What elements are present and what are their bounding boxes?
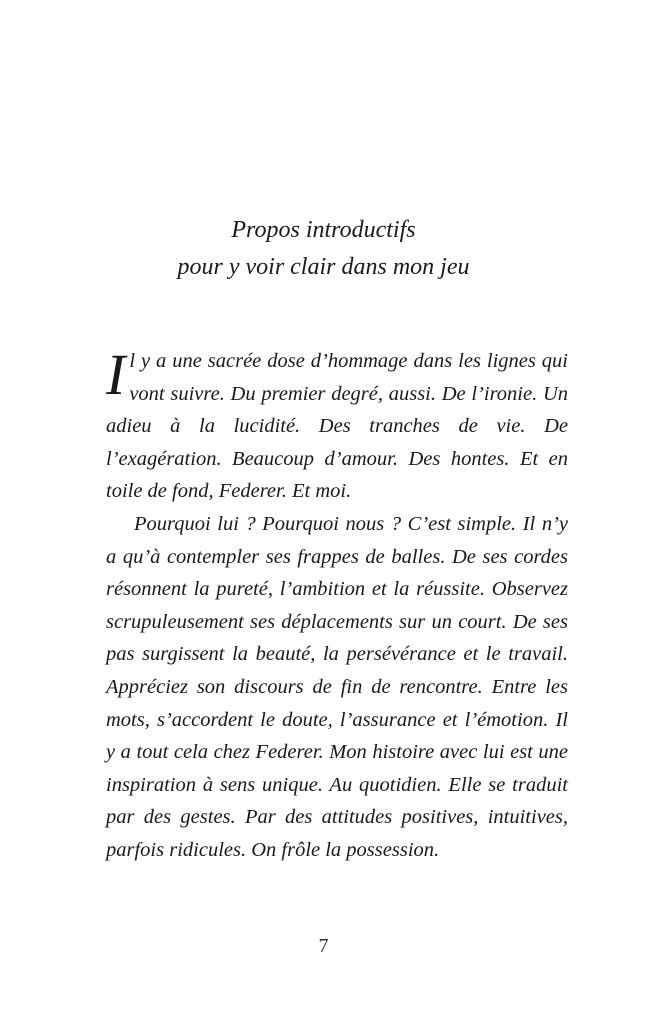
drop-cap: I — [106, 342, 126, 407]
chapter-title — [0, 212, 647, 286]
paragraph-2: Pourquoi lui ? Pourquoi nous ? C’est simple. Il n’y a qu’à contempler ses frappes de balles. De ses cordes résonnent la pureté, l’ambition et la réussite. Observez scrupuleusement ses déplacements sur un court. De ses pas surgissent la beauté, la persévérance et le travail. Appréciez son discours de fin de rencontre. Entre les mots, s’accordent le doute, l’assurance et l’émotion. Il y a tout cela chez Federer. Mon histoire avec lui est une inspiration à sens unique. Au quotidien. Elle se traduit par des gestes. Par des attitudes positives, intuitives, parfois ridicules. On frôle la possession. — [106, 512, 568, 861]
body-text — [106, 342, 568, 867]
chapter-title-line-2: pour y voir clair dans mon jeu — [177, 254, 470, 280]
chapter-title-line-1: Propos introductifs — [231, 217, 416, 243]
paragraph-1 — [106, 342, 568, 508]
paragraph-1-text: l y a une sacrée dose d’hommage dans les lignes qui vont suivre. Du premier degré, aussi. De l’ironie. Un adieu à la lucidité. Des tranches de vie. De l’exagération. Beaucoup d’amour. Des hontes. Et en toile de fond, Federer. Et moi. — [106, 350, 568, 503]
page-number: 7 — [318, 935, 329, 957]
